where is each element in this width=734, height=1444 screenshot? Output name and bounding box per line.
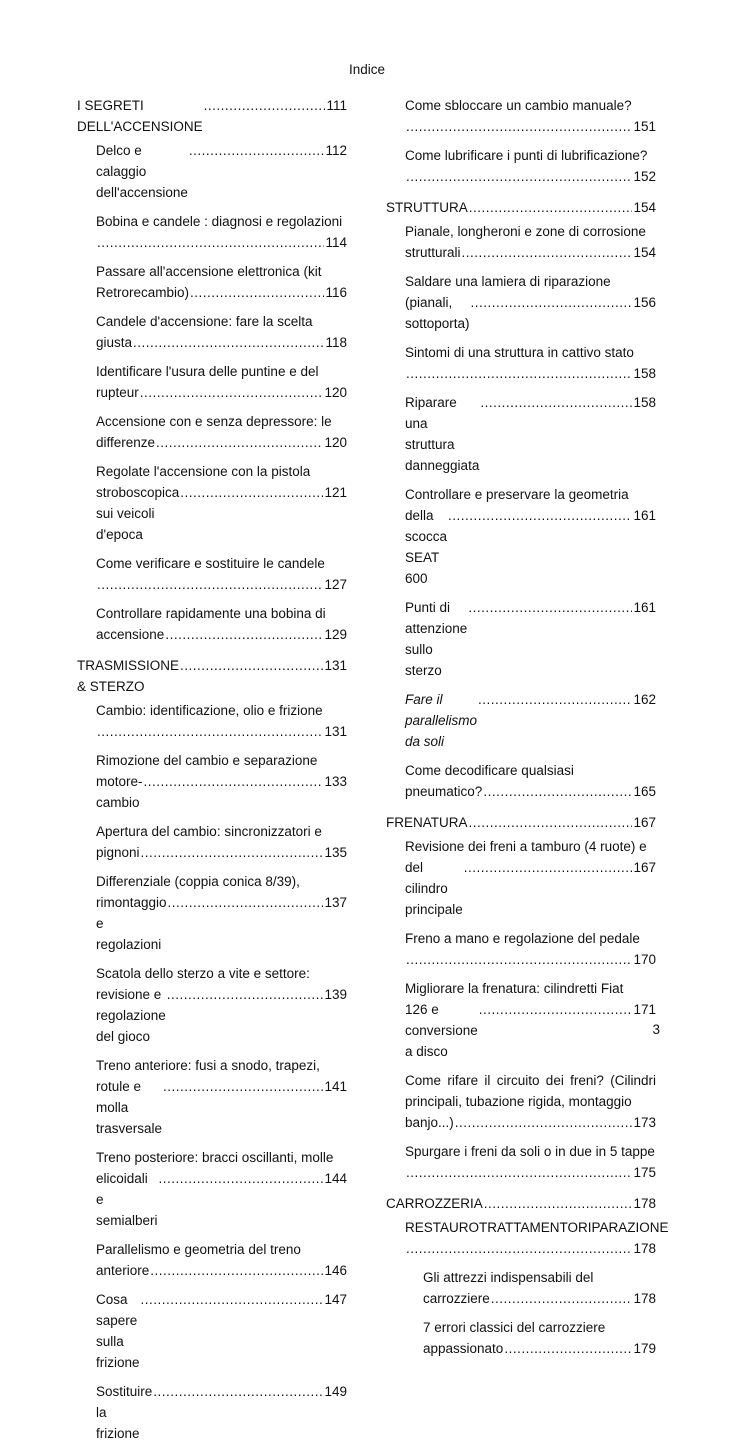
dot-leader — [406, 1162, 632, 1183]
toc-entry-title: Come rifare il circuito dei freni? (Cilindri principali, tubazione rigida, montaggio — [405, 1073, 656, 1109]
dot-leader — [156, 432, 323, 453]
toc-page-number: 165 — [633, 784, 656, 799]
dot-leader — [469, 197, 633, 218]
dot-leader — [133, 332, 324, 353]
toc-entry[interactable] — [405, 1141, 656, 1183]
toc-entry-title-end: (pianali, sottoporta) — [405, 295, 470, 331]
toc-entry-title: Revisione dei freni a tamburo (4 ruote) e — [405, 839, 647, 854]
toc-page-number: 161 — [633, 508, 656, 523]
toc-entry-title: Freno a mano e regolazione del pedale — [405, 931, 640, 946]
toc-entry[interactable] — [96, 963, 347, 1047]
dot-leader — [141, 1289, 324, 1310]
dot-leader — [190, 282, 324, 303]
toc-page-number: 144 — [324, 1171, 347, 1186]
dot-leader — [159, 1168, 324, 1189]
toc-entry-title: Sostituire la frizione — [96, 1384, 153, 1441]
toc-entry-title: Delco e calaggio dell'accensione — [96, 143, 188, 200]
toc-entry-title: 7 errori classici del carrozziere — [423, 1320, 606, 1335]
toc-entry-title-end: appassionato — [423, 1341, 504, 1356]
toc-entry[interactable] — [96, 261, 347, 303]
toc-page-number: 139 — [324, 987, 347, 1002]
toc-entry-title: STRUTTURA — [386, 200, 468, 215]
toc-entry[interactable] — [405, 836, 656, 920]
toc-entry-title-end: 126 e conversione a disco — [405, 1002, 478, 1059]
dot-leader — [471, 292, 633, 313]
toc-entry[interactable] — [96, 311, 347, 353]
dot-leader — [140, 382, 324, 403]
toc-entry[interactable] — [405, 392, 656, 476]
toc-page-number: 114 — [325, 235, 347, 250]
toc-page-number: 149 — [324, 1384, 347, 1399]
toc-entry[interactable] — [405, 928, 656, 970]
toc-entry-title: Migliorare la frenatura: cilindretti Fiat — [405, 981, 624, 996]
dot-leader — [163, 1076, 323, 1097]
toc-entry-title: Rimozione del cambio e separazione — [96, 753, 318, 768]
dot-leader — [165, 624, 323, 645]
toc-page-number: 154 — [633, 245, 656, 260]
dot-leader — [479, 999, 633, 1020]
toc-entry-title: Differenziale (coppia conica 8/39), — [96, 874, 300, 889]
page-header: Indice — [348, 62, 386, 77]
toc-entry-title: TRASMISSIONE & STERZO — [77, 658, 180, 694]
dot-leader — [141, 842, 324, 863]
dot-leader — [464, 857, 633, 878]
toc-page-number: 158 — [633, 395, 656, 410]
toc-entry[interactable] — [405, 689, 656, 752]
toc-page-number: 121 — [324, 485, 347, 500]
toc-page-number: 158 — [633, 366, 656, 381]
dot-leader — [406, 116, 632, 137]
toc-entry[interactable] — [405, 145, 656, 187]
toc-entry-title-end: carrozziere — [423, 1291, 490, 1306]
toc-entry-title: Candele d'accensione: fare la scelta — [96, 314, 313, 329]
dot-leader — [484, 1193, 633, 1214]
toc-entry-title: Apertura del cambio: sincronizzatori e — [96, 824, 322, 839]
toc-entry-title-end: della scocca SEAT 600 — [405, 508, 448, 586]
toc-page-number: 111 — [326, 98, 347, 113]
toc-entry[interactable] — [96, 140, 347, 203]
toc-entry-title: Saldare una lamiera di riparazione — [405, 274, 611, 289]
dot-leader — [478, 689, 632, 710]
toc-entry-title-end: rotule e molla trasversale — [96, 1079, 163, 1136]
toc-page-number: 154 — [633, 200, 656, 215]
toc-entry-title: Treno anteriore: fusi a snodo, trapezi, — [96, 1058, 320, 1073]
toc-entry-title: Regolate l'accensione con la pistola — [96, 464, 311, 479]
toc-page-number: 120 — [324, 435, 347, 450]
toc-entry[interactable] — [96, 1055, 347, 1139]
toc-entry-title-end: motore-cambio — [96, 774, 143, 810]
toc-entry[interactable] — [96, 361, 347, 403]
dot-leader — [468, 597, 632, 618]
toc-page-number: 179 — [633, 1341, 656, 1356]
toc-page-number: 137 — [324, 895, 347, 910]
toc-page-number: 131 — [324, 658, 347, 673]
toc-entry-title: Accensione con e senza depressore: le — [96, 414, 332, 429]
page-number: 3 — [652, 1022, 660, 1037]
toc-entry[interactable] — [96, 1381, 347, 1444]
dot-leader — [455, 1112, 633, 1133]
toc-page-number: 175 — [633, 1165, 656, 1180]
dot-leader — [504, 1338, 632, 1359]
dot-leader — [406, 1238, 632, 1259]
toc-entry[interactable] — [96, 1239, 347, 1281]
toc-entry[interactable] — [96, 821, 347, 863]
dot-leader — [406, 166, 632, 187]
toc-entry-title: Cosa sapere sulla frizione — [96, 1292, 140, 1370]
toc-entry[interactable] — [77, 95, 347, 137]
toc-entry-title: Sintomi di una struttura in cattivo stato — [405, 345, 634, 360]
dot-leader — [180, 482, 323, 503]
toc-entry[interactable] — [96, 1289, 347, 1373]
dot-leader — [480, 392, 632, 413]
toc-column-right — [386, 95, 669, 1359]
toc-page-number: 171 — [633, 1002, 656, 1017]
toc-entry-title-end: pneumatico? — [405, 784, 483, 799]
toc-entry[interactable] — [386, 1193, 656, 1214]
toc-entry-title-end: accensione — [96, 627, 165, 642]
toc-page-number: 173 — [633, 1115, 656, 1130]
toc-page-number: 170 — [633, 952, 656, 967]
toc-entry[interactable] — [405, 342, 656, 384]
toc-entry-title: Cambio: identificazione, olio e frizione — [96, 703, 323, 718]
toc-entry[interactable] — [96, 871, 347, 955]
toc-entry[interactable] — [405, 978, 656, 1062]
toc-page-number: 116 — [325, 285, 347, 300]
toc-entry[interactable] — [405, 597, 656, 681]
toc-entry-title: Parallelismo e geometria del treno — [96, 1242, 301, 1257]
toc-entry-title: RESTAUROTRATTAMENTORIPARAZIONE — [405, 1220, 669, 1235]
toc-page-number: 112 — [325, 143, 347, 158]
toc-entry-title: Come lubrificare i punti di lubrificazione? — [405, 148, 648, 163]
toc-page-number: 127 — [324, 577, 347, 592]
toc-entry-title: Come verificare e sostituire le candele — [96, 556, 325, 571]
toc-entry-title: Bobina e candele : diagnosi e regolazioni — [96, 214, 343, 229]
toc-entry-title: Punti di attenzione sullo sterzo — [405, 600, 468, 678]
toc-entry[interactable] — [405, 484, 656, 589]
toc-page-number: 146 — [324, 1263, 347, 1278]
dot-leader — [204, 95, 326, 116]
toc-entry[interactable] — [96, 211, 347, 253]
toc-entry-title-end: stroboscopica sui veicoli d'epoca — [96, 485, 180, 542]
toc-page-number: 167 — [633, 815, 656, 830]
toc-page-number: 162 — [633, 692, 656, 707]
toc-entry[interactable] — [386, 197, 656, 218]
dot-leader — [153, 1381, 323, 1402]
toc-entry[interactable] — [423, 1267, 656, 1309]
toc-entry-title: Identificare l'usura delle puntine e del — [96, 364, 319, 379]
toc-entry-title: Controllare e preservare la geometria — [405, 487, 629, 502]
dot-leader — [189, 140, 325, 161]
dot-leader — [448, 505, 632, 526]
dot-leader — [97, 721, 323, 742]
toc-entry-title-end: revisione e regolazione del gioco — [96, 987, 166, 1044]
toc-entry-title: Come sbloccare un cambio manuale? — [405, 98, 632, 113]
toc-page-number: 178 — [633, 1241, 656, 1256]
toc-entry-title: Fare il parallelismo da soli — [405, 692, 478, 749]
toc-entry-title: Spurgare i freni da soli o in due in 5 tappe — [405, 1144, 655, 1159]
toc-page-number: 161 — [633, 600, 656, 615]
toc-page-number: 167 — [633, 860, 656, 875]
dot-leader — [483, 781, 632, 802]
dot-leader — [150, 1260, 323, 1281]
toc-column-left — [77, 95, 347, 1444]
toc-entry[interactable] — [96, 411, 347, 453]
toc-entry[interactable] — [96, 553, 347, 595]
dot-leader — [469, 812, 633, 833]
toc-page-number: 147 — [324, 1292, 347, 1307]
toc-page-number: 131 — [324, 724, 347, 739]
dot-leader — [168, 892, 324, 913]
toc-entry[interactable] — [405, 95, 656, 137]
toc-entry[interactable] — [96, 461, 347, 545]
toc-entry-title: Pianale, longheroni e zone di corrosione — [405, 224, 646, 239]
toc-entry-title-end: anteriore — [96, 1263, 150, 1278]
toc-entry[interactable] — [96, 603, 347, 645]
toc-entry[interactable] — [96, 1147, 347, 1231]
toc-page-number: 129 — [324, 627, 347, 642]
toc-entry-title: Passare all'accensione elettronica (kit — [96, 264, 322, 279]
toc-entry-title: Scatola dello sterzo a vite e settore: — [96, 966, 310, 981]
toc-entry-title: CARROZZERIA — [386, 1196, 483, 1211]
toc-entry[interactable] — [405, 1217, 669, 1259]
toc-entry-title-end: strutturali — [405, 245, 461, 260]
dot-leader — [406, 949, 632, 970]
toc-entry[interactable] — [386, 812, 656, 833]
toc-entry-title-end: giusta — [96, 335, 133, 350]
toc-entry-title: I SEGRETI DELL'ACCENSIONE — [77, 98, 203, 134]
toc-entry-title: FRENATURA — [386, 815, 468, 830]
toc-entry-title-end: banjo...) — [405, 1115, 454, 1130]
dot-leader — [462, 242, 633, 263]
toc-page-number: 178 — [633, 1291, 656, 1306]
dot-leader — [97, 574, 323, 595]
toc-entry-title: Controllare rapidamente una bobina di — [96, 606, 326, 621]
dot-leader — [180, 655, 323, 676]
toc-page-number: 133 — [324, 774, 347, 789]
toc-entry[interactable] — [405, 760, 656, 802]
toc-entry[interactable] — [405, 1070, 656, 1133]
toc-page-number: 118 — [325, 335, 347, 350]
toc-entry-title-end: rimontaggio e regolazioni — [96, 895, 167, 952]
toc-entry-title-end: Retrorecambio) — [96, 285, 190, 300]
dot-leader — [167, 984, 324, 1005]
toc-entry-title-end: differenze — [96, 435, 156, 450]
dot-leader — [406, 363, 632, 384]
toc-entry-title-end: rupteur — [96, 385, 139, 400]
toc-entry[interactable] — [96, 700, 347, 742]
toc-page-number: 135 — [324, 845, 347, 860]
toc-entry-title-end: del cilindro principale — [405, 860, 463, 917]
toc-entry-title: Treno posteriore: bracci oscillanti, molle — [96, 1150, 334, 1165]
toc-entry-title: Come decodificare qualsiasi — [405, 763, 574, 778]
toc-entry[interactable] — [77, 655, 347, 697]
toc-entry[interactable] — [405, 221, 656, 263]
dot-leader — [97, 232, 324, 253]
toc-entry-title: Riparare una struttura danneggiata — [405, 395, 480, 473]
toc-page-number: 141 — [324, 1079, 347, 1094]
toc-page-number: 178 — [633, 1196, 656, 1211]
toc-page-number: 152 — [633, 169, 656, 184]
toc-page-number: 156 — [633, 295, 656, 310]
toc-entry[interactable] — [405, 271, 656, 334]
toc-page-number: 151 — [633, 119, 656, 134]
toc-entry[interactable] — [96, 750, 347, 813]
toc-entry-title: Gli attrezzi indispensabili del — [423, 1270, 594, 1285]
toc-page-number: 120 — [324, 385, 347, 400]
dot-leader — [144, 771, 324, 792]
dot-leader — [491, 1288, 633, 1309]
toc-entry[interactable] — [423, 1317, 656, 1359]
toc-entry-title-end: pignoni — [96, 845, 140, 860]
toc-entry-title-end: elicoidali e semialberi — [96, 1171, 158, 1228]
